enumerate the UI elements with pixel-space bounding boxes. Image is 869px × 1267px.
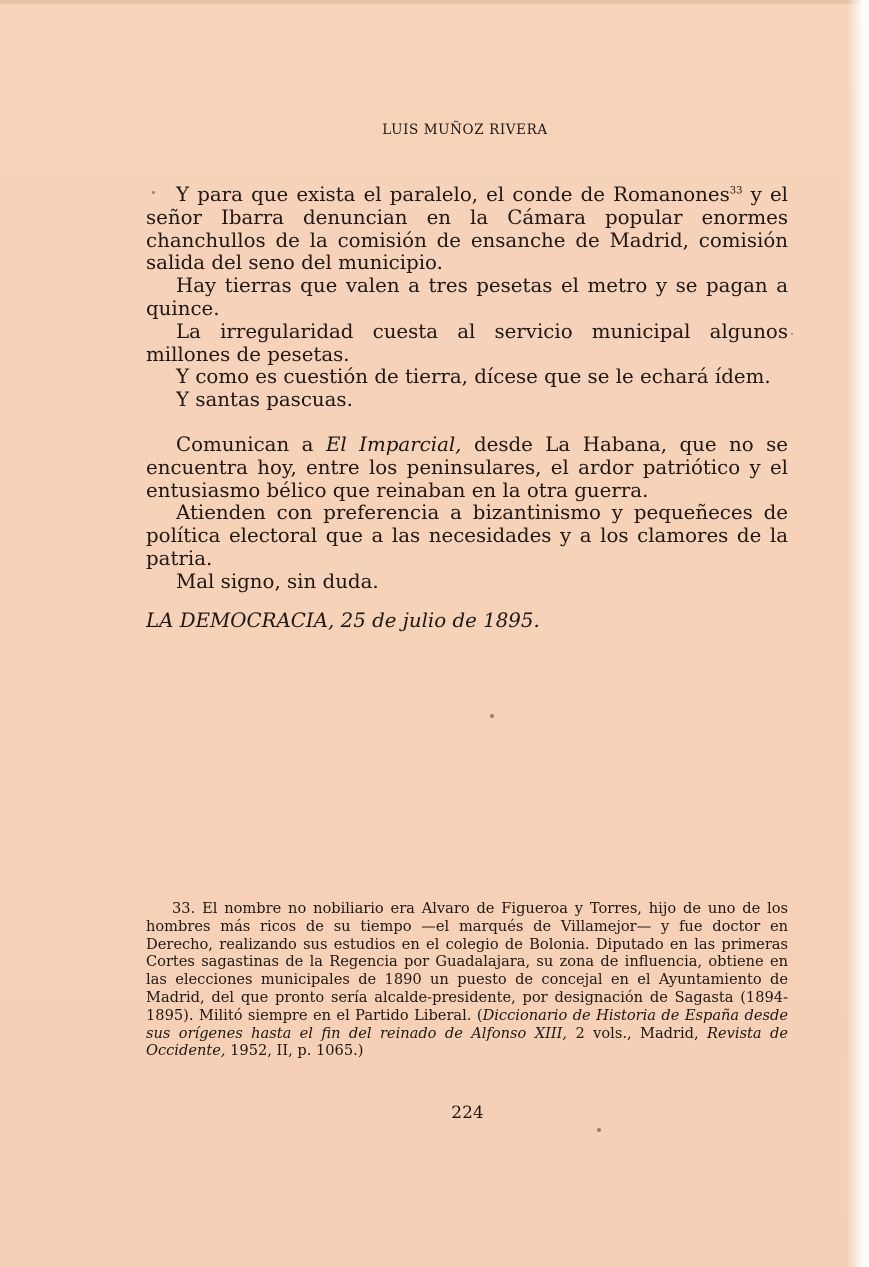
running-head: LUIS MUÑOZ RIVERA	[382, 122, 548, 138]
source-signoff: LA DEMOCRACIA, 25 de julio de 1895.	[146, 609, 540, 632]
footnote-source-title: Diccionario de Historia de España desde sus orígenes hasta el fin del reinado de Alfonso XIII,	[146, 1006, 788, 1042]
paper-speck	[490, 714, 494, 718]
paper-speck	[152, 191, 155, 194]
paragraph: Hay tierras que valen a tres pesetas el metro y se pagan a quince.	[146, 274, 788, 320]
paragraph	[146, 434, 788, 502]
article-body	[146, 184, 788, 594]
paragraph-text: Comunican a	[176, 432, 314, 456]
footnote-text: 2 vols., Madrid,	[575, 1024, 699, 1042]
page-number: 224	[451, 1103, 484, 1123]
section-gap	[146, 412, 788, 434]
paragraph: Mal signo, sin duda.	[176, 569, 379, 593]
footnote-text: El nombre no nobiliario era Alvaro de Figueroa y Torres, hijo de uno de los hombres más ricos de su tiempo —el marqués de Villamejor— y fue doctor en Derecho, realizando sus estudios en el colegio de Bolonia. Diputado en las primeras Cortes sagastinas de la Regencia por Guadalajara, su zona de influencia, obtiene en las elecciones municipales de 1890 un puesto de concejal en el Ayuntamiento de Madrid, del que pronto sería alcalde-presidente, por designación de Sagasta (1894-1895). Militó siempre en el Partido Liberal. (	[146, 900, 789, 1024]
footnote	[146, 900, 788, 1060]
footnote-number: 33.	[172, 900, 196, 917]
paragraph-text: desde La Habana, que no se encuentra hoy, entre los peninsulares, el ardor patriótico y el entusiasmo bélico que reinaban en la otra guerra.	[146, 432, 789, 502]
paper-speck	[791, 333, 793, 335]
paragraph: Atienden con preferencia a bizantinismo y pequeñeces de política electoral que a las necesidades y a los clamores de la patria.	[146, 501, 788, 570]
paragraph-text: y el señor Ibarra denuncian en la Cámara popular enormes chanchullos de la comisión de ensanche de Madrid, comisión salida del seno del municipio.	[146, 183, 788, 275]
paragraph	[146, 184, 788, 275]
paragraph: Y como es cuestión de tierra, dícese que se le echará ídem.	[176, 365, 771, 389]
page-right-edge	[847, 0, 869, 1267]
footnote-reference: 33	[729, 185, 743, 197]
page-top-edge	[0, 0, 869, 4]
footnote-publisher: Revista de Occidente,	[146, 1024, 789, 1060]
paragraph-text: Y para que exista el paralelo, el conde de Romanones	[176, 183, 730, 206]
newspaper-title: El Imparcial,	[325, 432, 462, 456]
paragraph: Y santas pascuas.	[176, 388, 353, 412]
paper-speck	[597, 1128, 601, 1132]
footnote-text: 1952, II, p. 1065.)	[230, 1042, 364, 1060]
paragraph: La irregularidad cuesta al servicio municipal algunos millones de pesetas.	[146, 319, 788, 366]
